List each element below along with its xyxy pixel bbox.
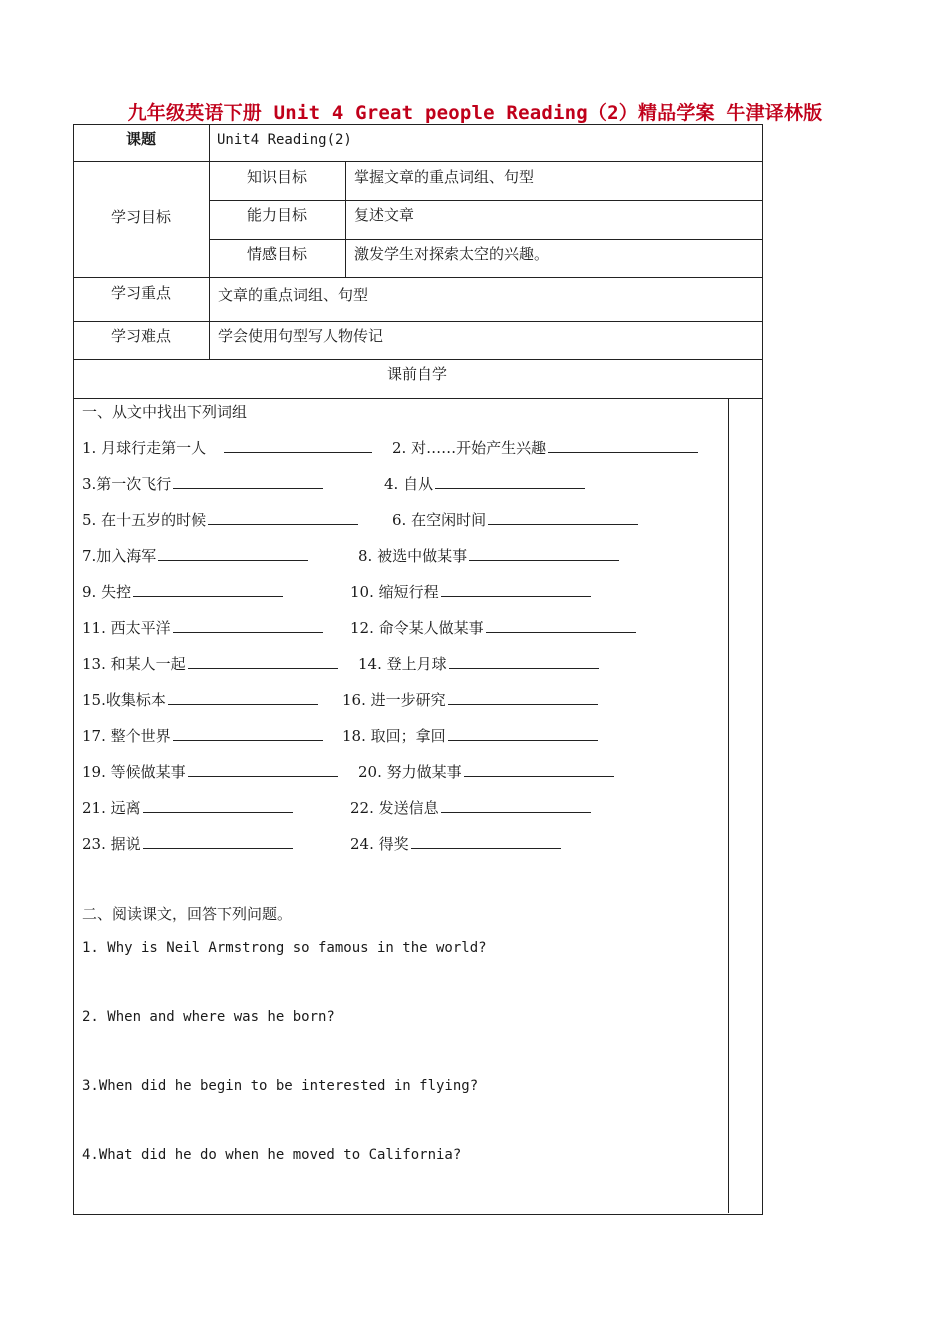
answer-blank[interactable] [173, 474, 323, 489]
answer-blank[interactable] [448, 726, 598, 741]
phrase-right-11: 22. 发送信息 [350, 798, 591, 818]
goal-type-emotion: 情感目标 [246, 245, 307, 263]
answer-blank[interactable] [448, 690, 598, 705]
answer-blank[interactable] [469, 546, 619, 561]
phrase-right-12: 24. 得奖 [350, 834, 561, 854]
phrase-right-2: 4. 自从 [384, 474, 585, 494]
topic-label: 课题 [125, 130, 156, 148]
answer-blank[interactable] [133, 582, 283, 597]
goal-type-ability: 能力目标 [246, 206, 307, 224]
answer-blank[interactable] [411, 834, 561, 849]
phrase-left-11: 21. 远离 [82, 798, 293, 818]
answer-blank[interactable] [208, 510, 358, 525]
goal-content-emotion: 激发学生对探索太空的兴趣。 [354, 245, 550, 263]
phrase-right-8: 16. 进一步研究 [342, 690, 598, 710]
phrase-right-3: 6. 在空闲时间 [392, 510, 638, 530]
goal-type-knowledge: 知识目标 [246, 168, 307, 186]
question-2: 2. When and where was he born? [82, 1009, 335, 1025]
phrase-right-1: 2. 对……开始产生兴趣 [392, 438, 698, 458]
difficulty-label: 学习难点 [110, 327, 171, 345]
goals-label: 学习目标 [110, 208, 171, 226]
section1-heading: 一、从文中找出下列词组 [82, 403, 248, 421]
phrase-left-12: 23. 据说 [82, 834, 293, 854]
phrase-left-4: 7.加入海军 [82, 546, 308, 566]
answer-blank[interactable] [173, 726, 323, 741]
phrase-left-9: 17. 整个世界 [82, 726, 323, 746]
answer-blank[interactable] [143, 834, 293, 849]
answer-blank[interactable] [441, 798, 591, 813]
answer-blank[interactable] [548, 438, 698, 453]
answer-blank[interactable] [143, 798, 293, 813]
phrase-left-1: 1. 月球行走第一人 [82, 438, 372, 458]
goal-content-ability: 复述文章 [354, 206, 415, 224]
document-title: 九年级英语下册 Unit 4 Great people Reading（2）精品学案 牛津译林版 [127, 102, 823, 124]
phrase-right-5: 10. 缩短行程 [350, 582, 591, 602]
answer-blank[interactable] [488, 510, 638, 525]
phrase-left-10: 19. 等候做某事 [82, 762, 338, 782]
answer-blank[interactable] [224, 438, 372, 453]
answer-blank[interactable] [173, 618, 323, 633]
question-3: 3.When did he begin to be interested in flying? [82, 1078, 479, 1094]
phrase-left-7: 13. 和某人一起 [82, 654, 338, 674]
preview-label: 课前自学 [386, 365, 447, 383]
answer-blank[interactable] [158, 546, 308, 561]
phrase-left-3: 5. 在十五岁的时候 [82, 510, 358, 530]
answer-blank[interactable] [168, 690, 318, 705]
answer-blank[interactable] [464, 762, 614, 777]
phrase-left-8: 15.收集标本 [82, 690, 318, 710]
phrase-right-10: 20. 努力做某事 [358, 762, 614, 782]
difficulty-value: 学会使用句型写人物传记 [218, 327, 384, 345]
question-4: 4.What did he do when he moved to California? [82, 1147, 462, 1163]
phrase-left-6: 11. 西太平洋 [82, 618, 323, 638]
phrase-right-7: 14. 登上月球 [358, 654, 599, 674]
phrase-left-2: 3.第一次飞行 [82, 474, 323, 494]
answer-blank[interactable] [449, 654, 599, 669]
question-1: 1. Why is Neil Armstrong so famous in the world? [82, 940, 487, 956]
answer-blank[interactable] [441, 582, 591, 597]
answer-blank[interactable] [188, 654, 338, 669]
focus-value: 文章的重点词组、句型 [218, 286, 369, 304]
answer-blank[interactable] [188, 762, 338, 777]
goal-content-knowledge: 掌握文章的重点词组、句型 [354, 168, 535, 186]
answer-blank[interactable] [435, 474, 585, 489]
focus-label: 学习重点 [110, 284, 171, 302]
phrase-right-6: 12. 命令某人做某事 [350, 618, 636, 638]
phrase-right-4: 8. 被选中做某事 [358, 546, 619, 566]
answer-blank[interactable] [486, 618, 636, 633]
topic-value: Unit4 Reading(2) [217, 132, 352, 148]
phrase-left-5: 9. 失控 [82, 582, 283, 602]
phrase-right-9: 18. 取回；拿回 [342, 726, 598, 746]
section2-heading: 二、阅读课文，回答下列问题。 [82, 905, 293, 923]
